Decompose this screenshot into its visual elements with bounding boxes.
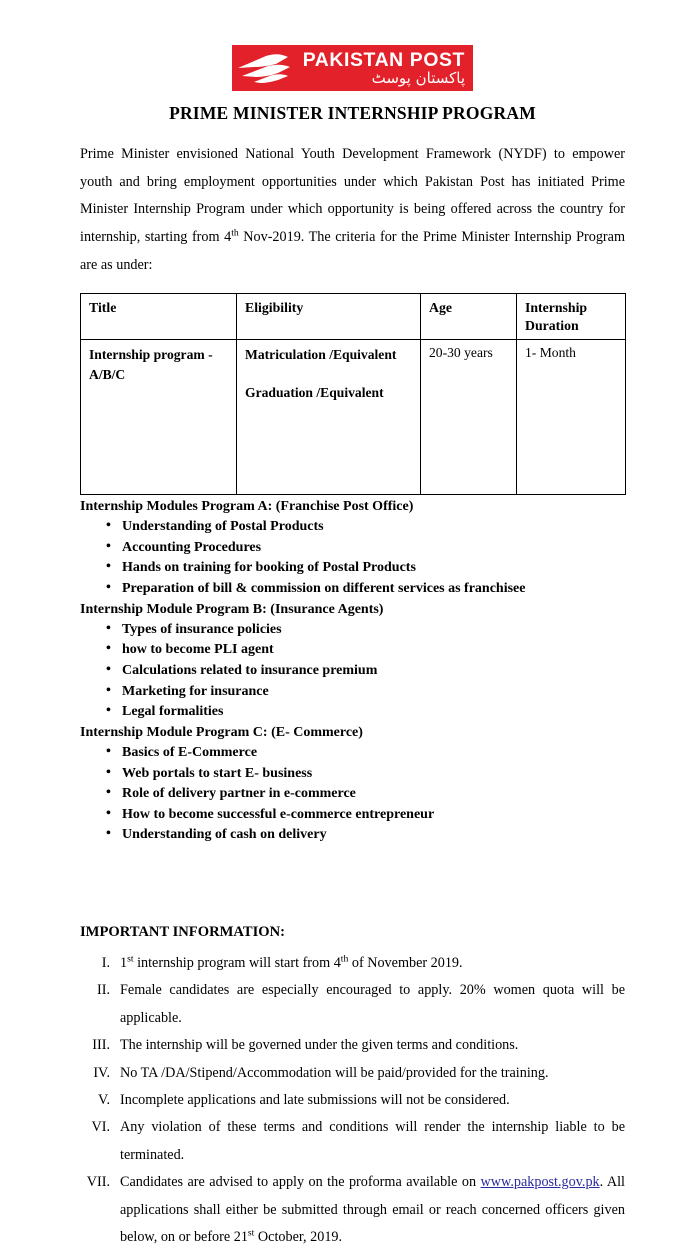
list-item: • Web portals to start E- business	[80, 764, 625, 785]
list-item: • Legal formalities	[80, 702, 625, 723]
item-text-2: internship program will start from 4	[133, 954, 341, 971]
item-text-3: of November 2019.	[348, 954, 463, 971]
logo-text-block	[298, 51, 473, 86]
list-item	[80, 1087, 625, 1114]
list-item: • Hands on training for booking of Postal Products	[80, 558, 625, 579]
list-item: • Marketing for insurance	[80, 682, 625, 703]
table-header-age: Age	[421, 294, 517, 339]
list-item	[80, 1169, 625, 1251]
item-text: The internship will be governed under the given terms and conditions.	[120, 1037, 519, 1054]
item-superscript: st	[247, 1227, 255, 1239]
pakpost-website-link[interactable]: www.pakpost.gov.pk	[480, 1174, 600, 1191]
item-number: I.	[101, 954, 110, 971]
item-text: No TA /DA/Stipend/Accommodation will be paid/provided for the training.	[120, 1064, 549, 1081]
internship-modules-section	[80, 497, 625, 846]
item-superscript-1: st	[127, 953, 134, 965]
cell-eligibility	[237, 339, 421, 494]
list-item	[80, 1032, 625, 1059]
intro-text-part2: Nov-2019. The criteria for the Prime Minister Internship Program are as under:	[80, 229, 625, 273]
table-row	[81, 339, 626, 494]
table-header-row	[81, 294, 626, 339]
important-information-list	[80, 950, 625, 1251]
list-item: • Preparation of bill & commission on different services as franchisee	[80, 579, 625, 600]
item-text: Incomplete applications and late submissions will not be considered.	[120, 1091, 510, 1108]
eligibility-line-2: Graduation /Equivalent	[245, 385, 384, 401]
list-item: • Calculations related to insurance premium	[80, 661, 625, 682]
list-item: • Types of insurance policies	[80, 620, 625, 641]
list-item	[80, 1060, 625, 1087]
module-a-heading: Internship Modules Program A: (Franchise Post Office)	[80, 498, 414, 514]
list-item: • Role of delivery partner in e-commerce	[80, 784, 625, 805]
module-a-list	[80, 517, 625, 599]
pakistan-post-arrow-icon	[232, 45, 298, 91]
important-information-heading: IMPORTANT INFORMATION:	[80, 923, 286, 940]
list-item: • Accounting Procedures	[80, 538, 625, 559]
pakistan-post-logo	[232, 45, 473, 91]
criteria-table	[80, 293, 626, 494]
item-superscript-2: th	[340, 953, 349, 965]
important-information-section	[80, 924, 625, 1251]
list-item	[80, 1114, 625, 1169]
page-title: PRIME MINISTER INTERNSHIP PROGRAM	[169, 103, 536, 123]
list-item	[80, 950, 625, 977]
item-number: VI.	[91, 1119, 110, 1136]
intro-paragraph	[80, 141, 625, 279]
table-header-eligibility: Eligibility	[237, 294, 421, 339]
logo-urdu-text: پاکستان پوسٹ	[371, 68, 465, 87]
intro-text-part1: Prime Minister envisioned National Youth Development Framework (NYDF) to empower youth and bring employment opportunities under which Pakistan Post has initiated Prime Minister Internship Program under which opportunity is being offered across the country for internship, starting from 4	[80, 146, 625, 246]
list-item: • Understanding of Postal Products	[80, 517, 625, 538]
intro-superscript: th	[231, 227, 239, 239]
item-text: Any violation of these terms and conditions will render the internship liable to be terminated.	[120, 1119, 625, 1163]
module-b-list	[80, 620, 625, 723]
item-text-after-link: . All applications shall either be submitted through email or reach concerned officers given below, on or before 21	[120, 1174, 625, 1245]
table-header-title: Title	[81, 294, 237, 339]
eligibility-line-1: Matriculation /Equivalent	[245, 346, 397, 362]
item-text: Female candidates are especially encouraged to apply. 20% women quota will be applicable.	[120, 982, 625, 1026]
item-number: III.	[92, 1037, 110, 1054]
logo-container	[80, 0, 625, 91]
module-c-list	[80, 743, 625, 846]
item-text-end: October, 2019.	[254, 1228, 343, 1245]
logo-english-text: PAKISTAN POST	[302, 49, 465, 71]
list-item: • how to become PLI agent	[80, 640, 625, 661]
list-item: • Basics of E-Commerce	[80, 743, 625, 764]
list-item	[80, 977, 625, 1032]
cell-title: Internship program - A/B/C	[81, 339, 237, 494]
item-number: IV.	[93, 1064, 110, 1081]
cell-age: 20-30 years	[421, 339, 517, 494]
list-item: • How to become successful e-commerce entrepreneur	[80, 805, 625, 826]
list-item: • Understanding of cash on delivery	[80, 825, 625, 846]
module-b-heading: Internship Module Program B: (Insurance Agents)	[80, 601, 384, 617]
item-text-before-link: Candidates are advised to apply on the proforma available on	[120, 1174, 481, 1191]
item-text-1: 1	[120, 954, 128, 971]
table-header-duration: Internship Duration	[517, 294, 626, 339]
module-c-heading: Internship Module Program C: (E- Commerce)	[80, 724, 363, 740]
item-number: V.	[98, 1091, 110, 1108]
item-number: II.	[97, 982, 110, 999]
cell-duration: 1- Month	[517, 339, 626, 494]
item-number: VII.	[86, 1174, 110, 1191]
